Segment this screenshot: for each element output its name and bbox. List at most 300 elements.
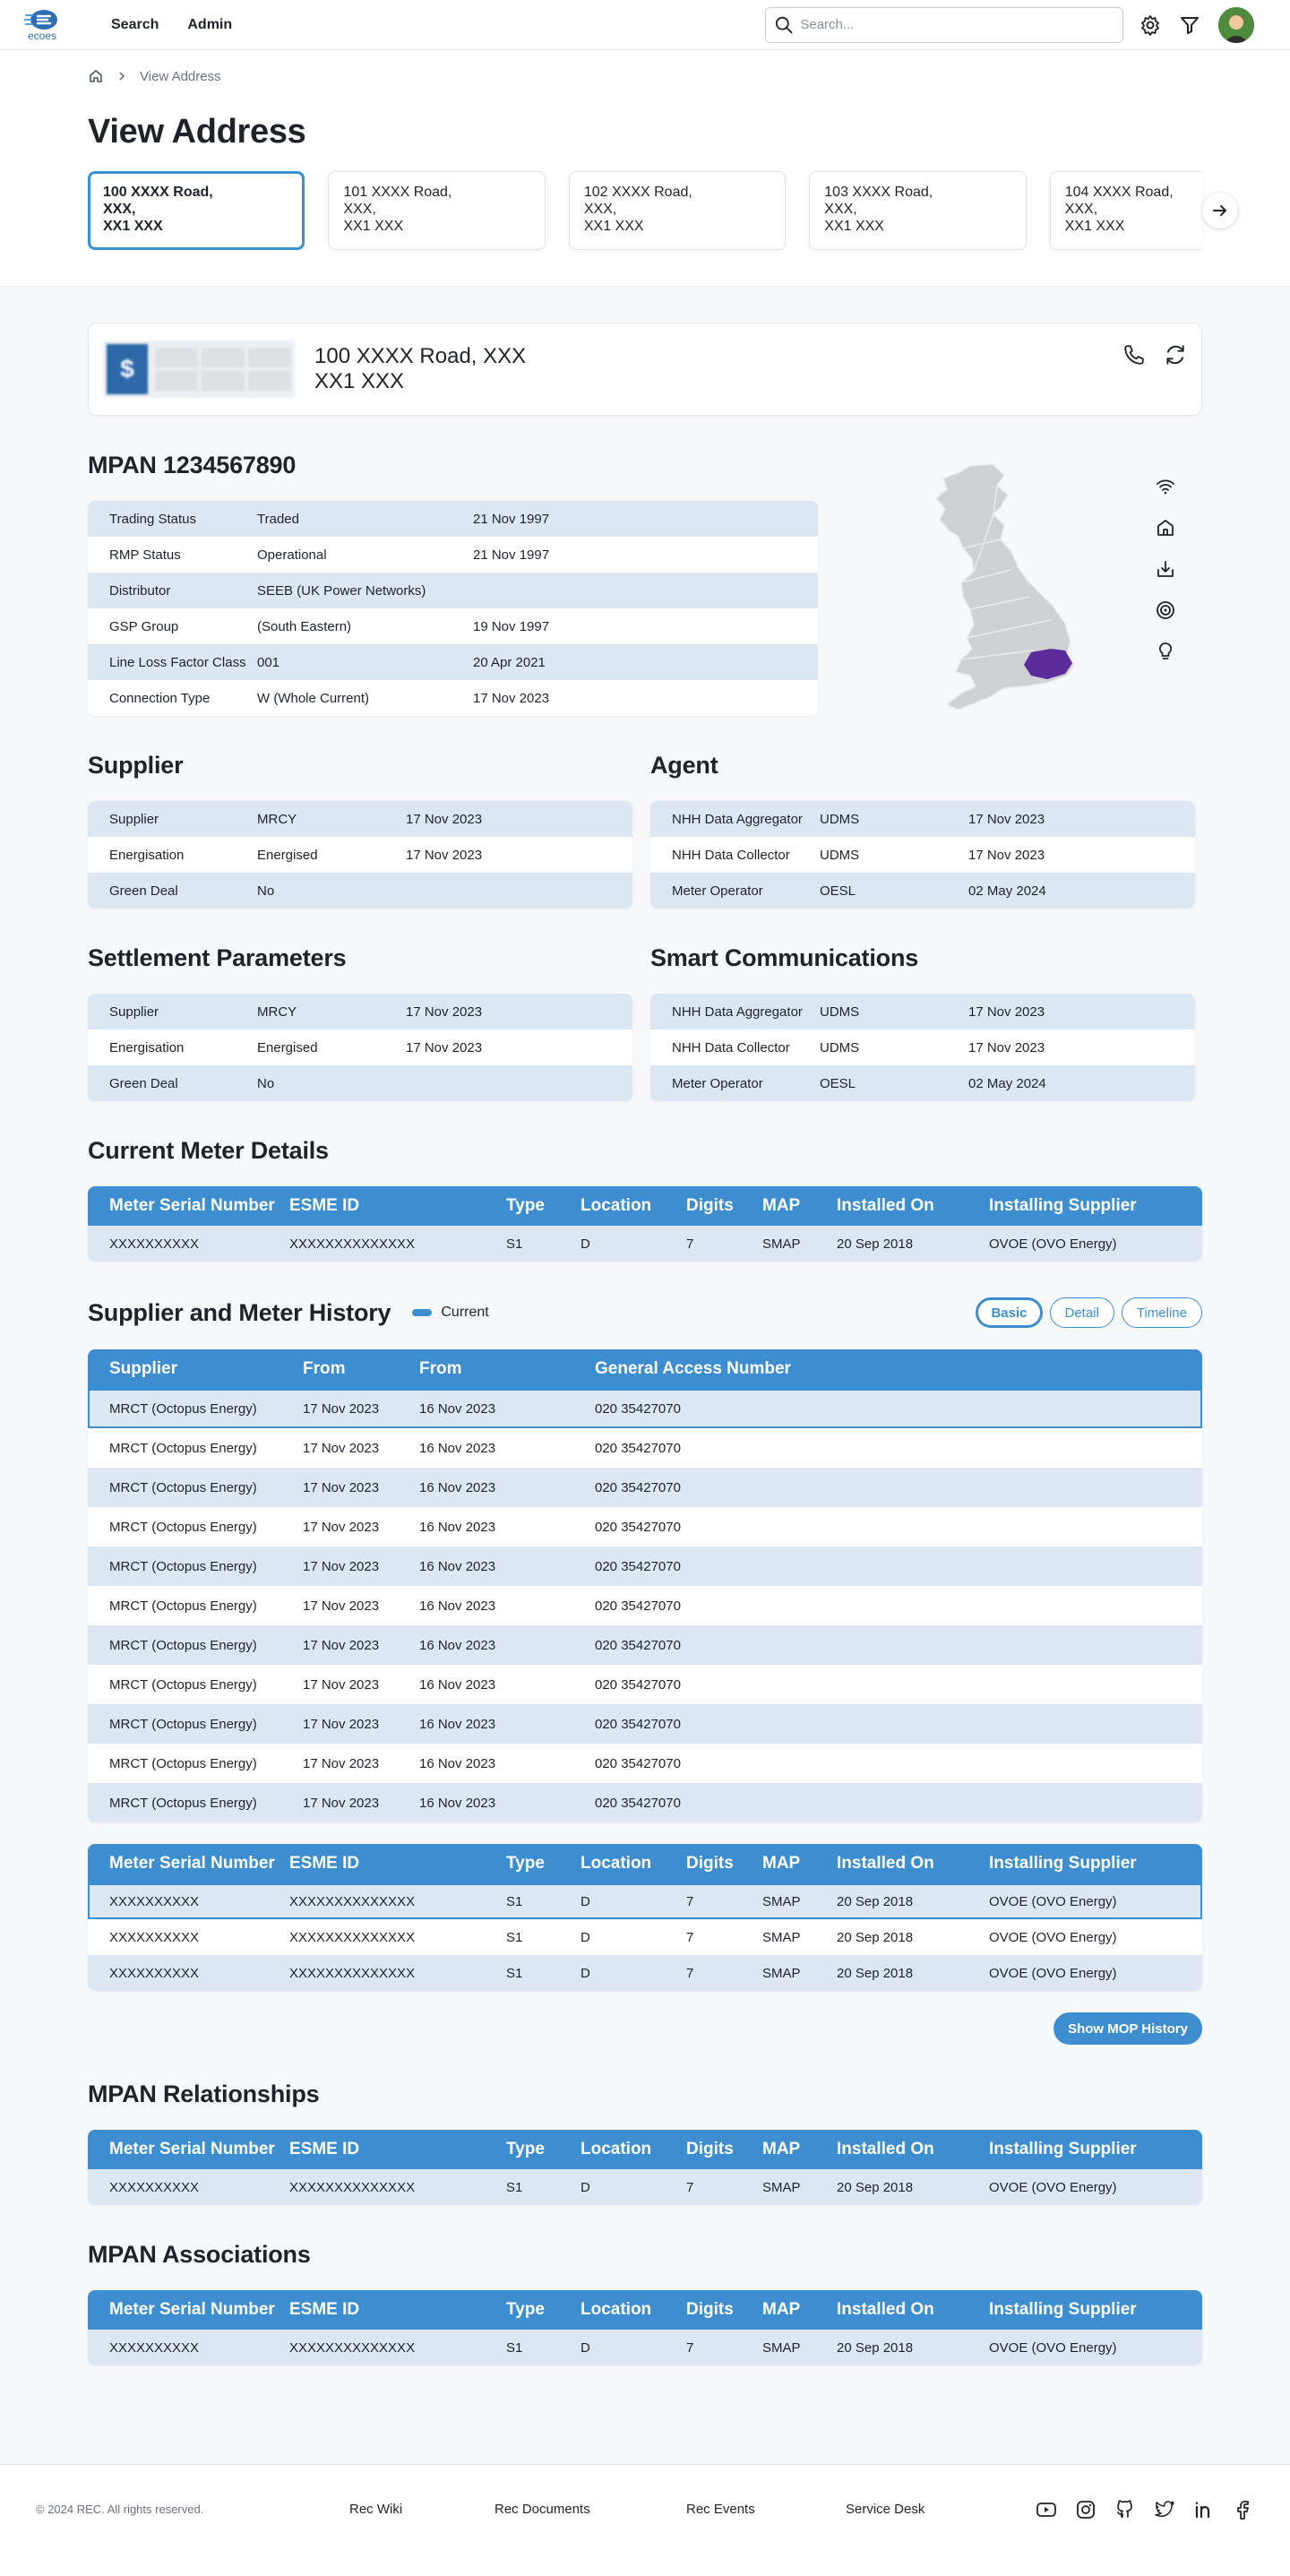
- address-line: 101 XXXX Road,: [343, 185, 452, 200]
- agent-title: Agent: [650, 752, 718, 779]
- ecoes-logo[interactable]: [22, 4, 63, 46]
- table-cell: 17 Nov 2023: [303, 1598, 380, 1614]
- show-mop-history-button[interactable]: Show MOP History: [1054, 2012, 1202, 2045]
- info-row: [650, 873, 1195, 909]
- lightbulb-icon[interactable]: [1155, 641, 1176, 662]
- table-row[interactable]: [88, 2330, 1202, 2365]
- column-header[interactable]: Installing Supplier: [989, 1854, 1137, 1873]
- twitter-icon[interactable]: [1154, 2499, 1175, 2520]
- mpan-title: MPAN 1234567890: [88, 452, 297, 478]
- table-cell: 17 Nov 2023: [303, 1716, 380, 1732]
- table-cell: OVOE (OVO Energy): [989, 1236, 1117, 1252]
- table-header: [88, 2130, 1202, 2169]
- info-row: [88, 994, 632, 1030]
- info-date: 17 Nov 2023: [406, 811, 483, 827]
- info-label: Trading Status: [109, 511, 196, 527]
- address-line: XXX,: [583, 202, 617, 217]
- info-row: [88, 837, 632, 873]
- table-cell: SMAP: [762, 1236, 801, 1252]
- info-row: [88, 608, 818, 644]
- arrow-right-icon: [1211, 202, 1229, 220]
- table-cell: 17 Nov 2023: [303, 1440, 380, 1456]
- table-row[interactable]: [88, 1586, 1202, 1625]
- table-cell: 17 Nov 2023: [303, 1558, 380, 1574]
- map-side-icons: [1155, 476, 1176, 662]
- info-row: [650, 1065, 1195, 1101]
- info-label: Meter Operator: [672, 1075, 763, 1091]
- column-header[interactable]: Installing Supplier: [989, 1196, 1137, 1215]
- info-row: [88, 801, 632, 837]
- download-box-icon[interactable]: [1155, 558, 1176, 580]
- chevron-right-icon: [116, 71, 127, 82]
- footer-link-documents[interactable]: Rec Documents: [494, 2502, 590, 2517]
- table-cell: SMAP: [762, 1893, 801, 1909]
- column-header[interactable]: ESME ID: [289, 2140, 360, 2158]
- table-row[interactable]: [88, 1428, 1202, 1468]
- info-date: 17 Nov 2023: [406, 1039, 483, 1055]
- info-value: MRCY: [257, 811, 297, 827]
- table-cell: S1: [506, 2339, 523, 2356]
- table-cell: S1: [506, 1965, 523, 1981]
- table-row[interactable]: [88, 1783, 1202, 1822]
- table-cell: SMAP: [762, 1929, 801, 1945]
- table-cell: SMAP: [762, 1965, 801, 1981]
- column-header[interactable]: Installed On: [837, 1196, 934, 1215]
- linkedin-icon[interactable]: [1193, 2499, 1215, 2520]
- column-header[interactable]: General Access Number: [595, 1359, 791, 1378]
- table-cell: XXXXXXXXXX: [109, 1965, 200, 1981]
- info-date: 17 Nov 2023: [406, 1004, 483, 1020]
- table-cell: 20 Sep 2018: [837, 1965, 914, 1981]
- table-cell: MRCT (Octopus Energy): [109, 1440, 257, 1456]
- info-value: UDMS: [820, 811, 860, 827]
- table-row[interactable]: [88, 1468, 1202, 1507]
- table-cell: XXXXXXXXXX: [109, 2339, 200, 2356]
- info-value: 001: [257, 654, 280, 670]
- main-nav: [111, 17, 232, 33]
- info-row: [88, 537, 818, 573]
- column-header[interactable]: Installed On: [837, 2300, 934, 2319]
- column-header[interactable]: Installed On: [837, 1854, 934, 1873]
- phone-icon[interactable]: [1122, 343, 1146, 366]
- table-cell: 7: [686, 1929, 694, 1945]
- table-cell: 17 Nov 2023: [303, 1795, 380, 1811]
- info-label: Green Deal: [109, 883, 178, 899]
- table-cell: 16 Nov 2023: [419, 1637, 496, 1653]
- table-cell: MRCT (Octopus Energy): [109, 1755, 257, 1771]
- history-legend: [412, 1305, 488, 1321]
- avatar-icon: [1218, 7, 1254, 43]
- info-value: No: [257, 883, 275, 899]
- column-header[interactable]: Installed On: [837, 2140, 934, 2158]
- property-address-line1: 100 XXXX Road, XXX: [314, 344, 527, 368]
- table-cell: OVOE (OVO Energy): [989, 2339, 1117, 2356]
- info-value: Operational: [257, 547, 327, 563]
- property-address: [314, 344, 526, 394]
- column-header[interactable]: ESME ID: [289, 1196, 360, 1215]
- info-label: RMP Status: [109, 547, 181, 563]
- table-row[interactable]: [88, 2169, 1202, 2205]
- table-cell: 17 Nov 2023: [303, 1676, 380, 1693]
- info-row: [88, 573, 818, 608]
- info-date: 02 May 2024: [968, 1075, 1046, 1091]
- breadcrumb: [88, 68, 1202, 84]
- table-cell: 020 35427070: [595, 1440, 681, 1456]
- column-header[interactable]: Type: [506, 1854, 545, 1873]
- table-cell: 020 35427070: [595, 1755, 681, 1771]
- target-icon[interactable]: [1155, 599, 1176, 621]
- info-row: [88, 1030, 632, 1065]
- view-toggle: [976, 1297, 1202, 1328]
- info-row: [88, 680, 818, 716]
- settlement-title: Settlement Parameters: [88, 944, 347, 971]
- toggle-timeline[interactable]: Timeline: [1122, 1297, 1202, 1328]
- meter-badge: $: [107, 344, 148, 394]
- table-cell: D: [580, 1929, 590, 1945]
- info-value: Energised: [257, 847, 318, 863]
- address-line: XXX,: [824, 202, 857, 217]
- column-header[interactable]: MAP: [762, 2140, 801, 2158]
- info-row: [650, 837, 1195, 873]
- column-header[interactable]: Supplier: [109, 1359, 178, 1378]
- column-header[interactable]: Meter Serial Number: [109, 2140, 275, 2158]
- table-row[interactable]: [88, 1389, 1202, 1428]
- user-avatar[interactable]: [1218, 7, 1254, 43]
- info-date: 19 Nov 1997: [473, 618, 550, 634]
- info-row: [88, 644, 818, 680]
- carousel-next-button[interactable]: [1202, 193, 1238, 228]
- column-header[interactable]: Location: [580, 1854, 652, 1873]
- column-header[interactable]: Installing Supplier: [989, 2300, 1137, 2319]
- column-header[interactable]: MAP: [762, 2300, 801, 2319]
- footer-link-wiki[interactable]: Rec Wiki: [349, 2502, 403, 2517]
- youtube-icon[interactable]: [1036, 2499, 1057, 2520]
- legend-swatch: [412, 1309, 432, 1316]
- main-content: [0, 287, 1290, 2464]
- table-cell: MRCT (Octopus Energy): [109, 1676, 257, 1693]
- table-cell: MRCT (Octopus Energy): [109, 1400, 257, 1417]
- header-area: [0, 50, 1290, 287]
- search-icon: [775, 15, 793, 35]
- info-label: Meter Operator: [672, 883, 763, 899]
- info-label: NHH Data Aggregator: [672, 811, 803, 827]
- address-card[interactable]: [809, 171, 1026, 250]
- filter-icon[interactable]: [1179, 14, 1200, 36]
- info-date: 17 Nov 2023: [968, 847, 1045, 863]
- table-cell: XXXXXXXXXX: [109, 1893, 200, 1909]
- table-cell: D: [580, 2339, 590, 2356]
- info-row: [88, 1065, 632, 1101]
- column-header[interactable]: Type: [506, 2140, 545, 2158]
- table-cell: S1: [506, 2179, 523, 2195]
- table-header: [88, 1349, 1202, 1389]
- info-label: Line Loss Factor Class: [109, 654, 246, 670]
- table-row[interactable]: [88, 1883, 1202, 1919]
- property-address-line2: XX1 XXX: [314, 369, 405, 393]
- column-header[interactable]: Type: [506, 2300, 545, 2319]
- agent-table: [650, 801, 1195, 909]
- footer-links: [349, 2502, 924, 2517]
- column-header[interactable]: Location: [580, 1196, 652, 1215]
- info-label: Supplier: [109, 1004, 159, 1020]
- footer-link-events[interactable]: Rec Events: [686, 2502, 755, 2517]
- nav-admin[interactable]: Admin: [187, 16, 233, 32]
- table-row[interactable]: [88, 1507, 1202, 1546]
- info-label: NHH Data Collector: [672, 847, 790, 863]
- table-cell: MRCT (Octopus Energy): [109, 1479, 257, 1495]
- address-line: XX1 XXX: [343, 219, 404, 234]
- table-row[interactable]: [88, 1919, 1202, 1955]
- logo-text: ecoes: [27, 29, 57, 42]
- table-header: [88, 2290, 1202, 2330]
- smart-table: [650, 994, 1195, 1101]
- column-header[interactable]: Digits: [686, 2140, 734, 2158]
- table-cell: D: [580, 1893, 590, 1909]
- column-header[interactable]: Location: [580, 2300, 652, 2319]
- search-input[interactable]: [800, 17, 1114, 32]
- info-value: No: [257, 1075, 275, 1091]
- meter-history-table: [88, 1844, 1202, 1991]
- info-label: Distributor: [109, 582, 171, 599]
- table-cell: 17 Nov 2023: [303, 1637, 380, 1653]
- wifi-icon[interactable]: [1155, 476, 1176, 497]
- table-cell: 020 35427070: [595, 1519, 681, 1535]
- table-header: [88, 1186, 1202, 1226]
- top-bar: [0, 0, 1290, 50]
- table-row[interactable]: [88, 1955, 1202, 1991]
- address-card[interactable]: [1050, 171, 1202, 250]
- info-row: [88, 873, 632, 909]
- table-cell: XXXXXXXXXXXXXX: [289, 1893, 416, 1909]
- table-cell: OVOE (OVO Energy): [989, 1893, 1117, 1909]
- info-date: 17 Nov 2023: [968, 1004, 1045, 1020]
- table-cell: 20 Sep 2018: [837, 1236, 914, 1252]
- table-cell: 020 35427070: [595, 1400, 681, 1417]
- table-cell: MRCT (Octopus Energy): [109, 1598, 257, 1614]
- address-card[interactable]: [328, 171, 545, 250]
- history-header: [88, 1297, 1202, 1328]
- table-cell: 7: [686, 1236, 694, 1252]
- house-icon[interactable]: [1155, 517, 1176, 538]
- associations-table: [88, 2290, 1202, 2365]
- table-cell: 16 Nov 2023: [419, 1716, 496, 1732]
- footer-link-service-desk[interactable]: Service Desk: [846, 2502, 925, 2517]
- address-card[interactable]: [569, 171, 786, 250]
- info-value: Energised: [257, 1039, 318, 1055]
- info-label: Energisation: [109, 1039, 185, 1055]
- column-header[interactable]: Type: [506, 1196, 545, 1215]
- column-header[interactable]: From: [303, 1359, 346, 1378]
- address-line: XXX,: [103, 202, 136, 217]
- table-cell: S1: [506, 1236, 523, 1252]
- table-cell: 16 Nov 2023: [419, 1400, 496, 1417]
- address-card[interactable]: [88, 171, 305, 250]
- column-header[interactable]: Meter Serial Number: [109, 1854, 275, 1873]
- info-value: SEEB (UK Power Networks): [257, 582, 426, 599]
- property-actions: [1122, 343, 1187, 366]
- facebook-icon[interactable]: [1233, 2499, 1254, 2520]
- table-cell: XXXXXXXXXXXXXX: [289, 1236, 416, 1252]
- legend-label: Current: [441, 1305, 489, 1320]
- address-line: 103 XXXX Road,: [824, 185, 933, 200]
- table-cell: 020 35427070: [595, 1637, 681, 1653]
- home-icon[interactable]: [88, 68, 104, 84]
- info-value: W (Whole Current): [257, 690, 370, 706]
- info-label: NHH Data Aggregator: [672, 1004, 803, 1020]
- meter-photo: [103, 340, 295, 398]
- table-cell: 17 Nov 2023: [303, 1755, 380, 1771]
- supplier-table: [88, 801, 632, 909]
- toggle-basic[interactable]: Basic: [976, 1297, 1042, 1328]
- toggle-detail[interactable]: Detail: [1050, 1297, 1114, 1328]
- info-value: (South Eastern): [257, 618, 352, 634]
- table-cell: OVOE (OVO Energy): [989, 1929, 1117, 1945]
- table-cell: S1: [506, 1929, 523, 1945]
- property-card: [88, 323, 1202, 416]
- table-cell: 17 Nov 2023: [303, 1479, 380, 1495]
- github-icon[interactable]: [1114, 2499, 1136, 2520]
- table-cell: D: [580, 1965, 590, 1981]
- table-cell: MRCT (Octopus Energy): [109, 1716, 257, 1732]
- logo-mark-icon: [24, 8, 60, 31]
- info-row: [88, 501, 818, 537]
- info-label: Green Deal: [109, 1075, 178, 1091]
- address-line: 104 XXXX Road,: [1064, 185, 1174, 200]
- column-header[interactable]: ESME ID: [289, 1854, 360, 1873]
- info-value: UDMS: [820, 1039, 860, 1055]
- column-header[interactable]: Digits: [686, 2300, 734, 2319]
- column-header[interactable]: MAP: [762, 1196, 801, 1215]
- info-row: [650, 801, 1195, 837]
- nav-search[interactable]: Search: [111, 16, 159, 32]
- info-date: 02 May 2024: [968, 883, 1046, 899]
- column-header[interactable]: Meter Serial Number: [109, 2300, 275, 2319]
- column-header[interactable]: Location: [580, 2140, 652, 2158]
- info-label: Connection Type: [109, 690, 211, 706]
- table-cell: 7: [686, 1965, 694, 1981]
- column-header[interactable]: ESME ID: [289, 2300, 360, 2319]
- info-date: 20 Apr 2021: [473, 654, 546, 670]
- table-cell: 16 Nov 2023: [419, 1519, 496, 1535]
- info-date: 17 Nov 2023: [968, 811, 1045, 827]
- address-carousel: [88, 171, 1202, 250]
- relationships-table: [88, 2130, 1202, 2205]
- column-header[interactable]: Installing Supplier: [989, 2140, 1137, 2158]
- address-line: 102 XXXX Road,: [583, 185, 692, 200]
- table-row[interactable]: [88, 1704, 1202, 1744]
- search-box[interactable]: [765, 7, 1123, 43]
- info-value: MRCY: [257, 1004, 297, 1020]
- table-row[interactable]: [88, 1625, 1202, 1665]
- address-line: XX1 XXX: [583, 219, 644, 234]
- uk-region-map: [907, 462, 1087, 713]
- table-row[interactable]: [88, 1665, 1202, 1704]
- history-title: Supplier and Meter History: [88, 1298, 391, 1326]
- supplier-agent-row: [88, 752, 1202, 909]
- top-icons: [1140, 7, 1254, 43]
- breadcrumb-current: View Address: [140, 68, 221, 84]
- table-cell: XXXXXXXXXX: [109, 1236, 200, 1252]
- table-cell: 7: [686, 2179, 694, 2195]
- social-icons: [1036, 2499, 1254, 2520]
- column-header[interactable]: From: [419, 1359, 462, 1378]
- address-line: XX1 XXX: [103, 219, 163, 234]
- info-value: OESL: [820, 1075, 856, 1091]
- table-cell: XXXXXXXXXXXXXX: [289, 1929, 416, 1945]
- table-cell: 7: [686, 1893, 694, 1909]
- table-cell: 17 Nov 2023: [303, 1400, 380, 1417]
- table-cell: 20 Sep 2018: [837, 1929, 914, 1945]
- current-meter-table: [88, 1186, 1202, 1262]
- info-date: 17 Nov 2023: [473, 690, 550, 706]
- table-cell: 16 Nov 2023: [419, 1479, 496, 1495]
- address-line: 100 XXXX Road,: [103, 185, 213, 200]
- mpan-section: [88, 452, 1202, 716]
- address-line: XXX,: [1064, 202, 1098, 217]
- info-value: OESL: [820, 883, 856, 899]
- table-cell: D: [580, 1236, 590, 1252]
- column-header[interactable]: Digits: [686, 1854, 734, 1873]
- table-cell: XXXXXXXXXXXXXX: [289, 2179, 416, 2195]
- table-cell: 020 35427070: [595, 1716, 681, 1732]
- table-cell: MRCT (Octopus Energy): [109, 1637, 257, 1653]
- table-cell: 20 Sep 2018: [837, 2179, 914, 2195]
- column-header[interactable]: Meter Serial Number: [109, 1196, 275, 1215]
- smart-title: Smart Communications: [650, 944, 919, 971]
- address-line: XXX,: [343, 202, 376, 217]
- table-cell: 16 Nov 2023: [419, 1795, 496, 1811]
- gear-icon[interactable]: [1140, 14, 1161, 36]
- table-cell: OVOE (OVO Energy): [989, 2179, 1117, 2195]
- info-date: 17 Nov 2023: [406, 847, 483, 863]
- table-cell: 020 35427070: [595, 1676, 681, 1693]
- column-header[interactable]: MAP: [762, 1854, 801, 1873]
- table-cell: SMAP: [762, 2339, 801, 2356]
- table-cell: SMAP: [762, 2179, 801, 2195]
- mpan-table: [88, 501, 818, 716]
- table-header: [88, 1844, 1202, 1883]
- table-cell: MRCT (Octopus Energy): [109, 1795, 257, 1811]
- supplier-history-table: [88, 1349, 1202, 1822]
- info-row: [650, 1030, 1195, 1065]
- info-value: UDMS: [820, 1004, 860, 1020]
- table-row[interactable]: [88, 1546, 1202, 1586]
- table-cell: 020 35427070: [595, 1795, 681, 1811]
- settlement-table: [88, 994, 632, 1101]
- table-row[interactable]: [88, 1226, 1202, 1262]
- table-cell: 020 35427070: [595, 1558, 681, 1574]
- table-cell: MRCT (Octopus Energy): [109, 1519, 257, 1535]
- table-cell: 17 Nov 2023: [303, 1519, 380, 1535]
- address-line: XX1 XXX: [824, 219, 884, 234]
- supplier-title: Supplier: [88, 752, 184, 779]
- table-cell: 20 Sep 2018: [837, 1893, 914, 1909]
- refresh-icon[interactable]: [1164, 343, 1187, 366]
- table-cell: 16 Nov 2023: [419, 1755, 496, 1771]
- column-header[interactable]: Digits: [686, 1196, 734, 1215]
- info-date: 21 Nov 1997: [473, 511, 550, 527]
- relationships-title: MPAN Relationships: [88, 2081, 320, 2107]
- table-row[interactable]: [88, 1744, 1202, 1783]
- table-cell: 020 35427070: [595, 1479, 681, 1495]
- instagram-icon[interactable]: [1075, 2499, 1096, 2520]
- current-meter-title: Current Meter Details: [88, 1137, 329, 1164]
- table-cell: S1: [506, 1893, 523, 1909]
- table-cell: 16 Nov 2023: [419, 1598, 496, 1614]
- table-cell: XXXXXXXXXXXXXX: [289, 1965, 416, 1981]
- info-date: 17 Nov 2023: [968, 1039, 1045, 1055]
- copyright: © 2024 REC. All rights reserved.: [36, 2503, 204, 2516]
